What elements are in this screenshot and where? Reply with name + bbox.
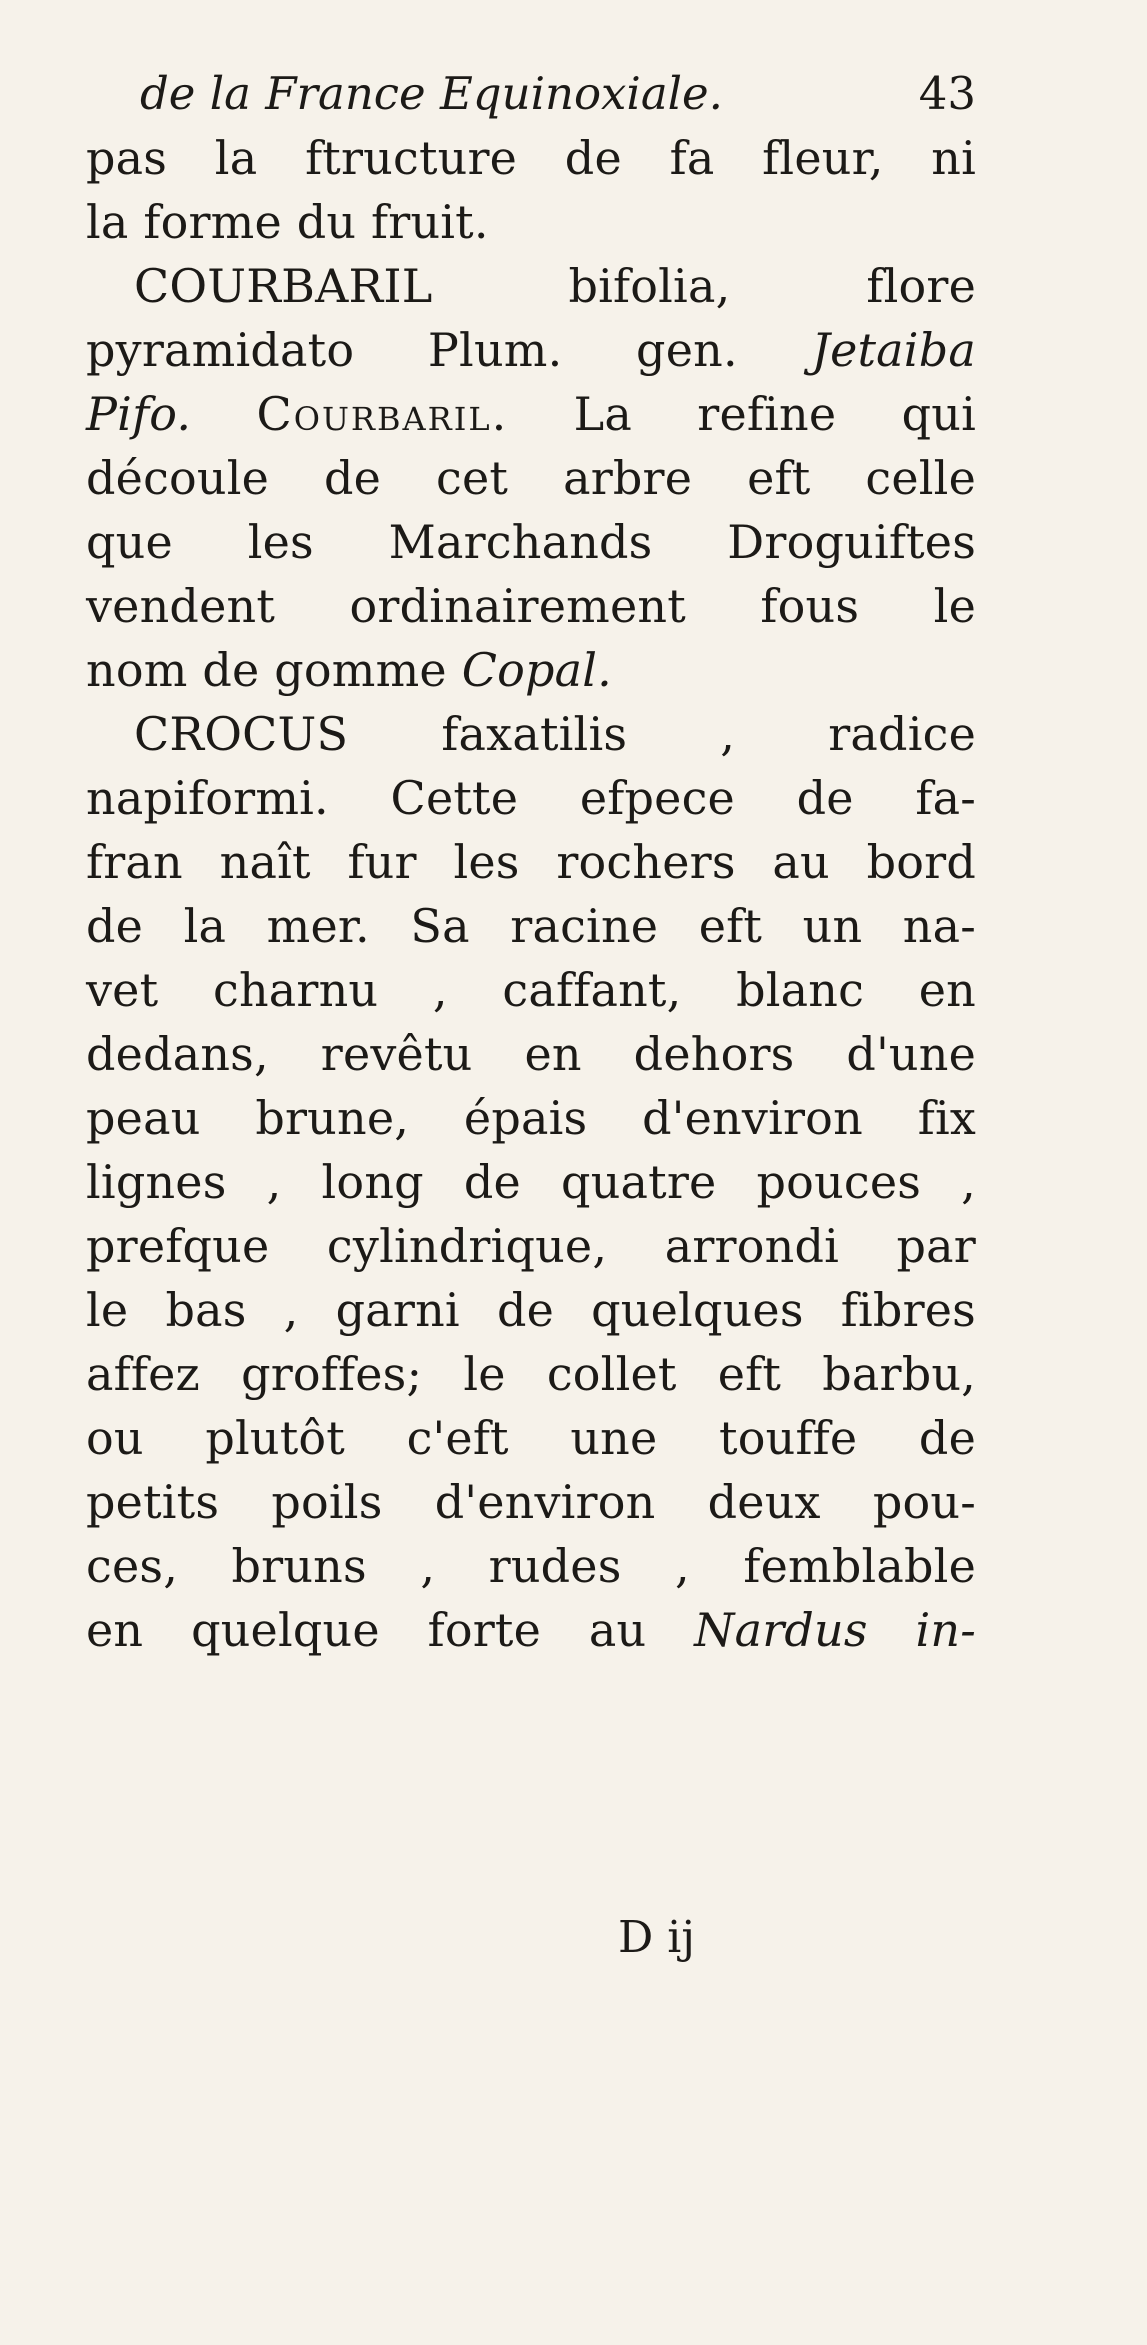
text-line bbox=[86, 1342, 976, 1406]
text-line bbox=[86, 1406, 976, 1470]
running-head-title: de la France Equinoxiale. bbox=[140, 67, 723, 120]
text-run: vendent ordinairement fous le bbox=[86, 579, 976, 633]
text-line bbox=[134, 254, 976, 318]
text-run: prefque cylindrique, arrondi par bbox=[86, 1219, 976, 1273]
text-run: ces, bruns , rudes , femblable bbox=[86, 1539, 976, 1593]
text-line bbox=[86, 1470, 976, 1534]
text-line bbox=[86, 894, 976, 958]
text-run: COURBARIL bifolia, flore bbox=[134, 259, 976, 313]
text-run: nom de gomme bbox=[86, 643, 462, 697]
text-line bbox=[86, 1086, 976, 1150]
text-line bbox=[86, 190, 976, 254]
text-run: CROCUS faxatilis , radice bbox=[134, 707, 976, 761]
text-run: la forme du fruit. bbox=[86, 195, 489, 249]
text-run: lignes , long de quatre pouces , bbox=[86, 1155, 976, 1209]
text-line bbox=[86, 382, 976, 446]
text-run: pyramidato Plum. gen. bbox=[86, 323, 812, 377]
text-line bbox=[86, 1214, 976, 1278]
text-run: Copal. bbox=[461, 643, 612, 697]
text-run: vet charnu , caffant, blanc en bbox=[86, 963, 976, 1017]
text-run: petits poils d'environ deux pou- bbox=[86, 1475, 976, 1529]
text-run: Jetaiba bbox=[811, 323, 976, 377]
text-line bbox=[86, 446, 976, 510]
page-number: 43 bbox=[918, 67, 976, 120]
text-line bbox=[86, 510, 976, 574]
text-line bbox=[86, 1278, 976, 1342]
text-run: Nardus in- bbox=[694, 1603, 976, 1657]
text-line bbox=[86, 318, 976, 382]
text-run: pas la ftructure de fa fleur, ni bbox=[86, 131, 976, 185]
text-line bbox=[86, 1150, 976, 1214]
signature-mark: D ij bbox=[618, 1912, 695, 1963]
text-run: fran naît fur les rochers au bord bbox=[86, 835, 976, 889]
text-line bbox=[86, 958, 976, 1022]
text-run: napiformi. Cette efpece de fa- bbox=[86, 771, 976, 825]
text-run: La refine qui bbox=[508, 387, 976, 441]
text-line bbox=[86, 638, 976, 702]
text-run: de la mer. Sa racine eft un na- bbox=[86, 899, 976, 953]
text-line bbox=[86, 1598, 976, 1662]
text-line bbox=[86, 1022, 976, 1086]
text-run: que les Marchands Droguiftes bbox=[86, 515, 976, 569]
text-line bbox=[86, 126, 976, 190]
text-run: affez groffes; le collet eft barbu, bbox=[86, 1347, 976, 1401]
text-run: dedans, revêtu en dehors d'une bbox=[86, 1027, 976, 1081]
running-head bbox=[140, 62, 976, 126]
text-run: découle de cet arbre eft celle bbox=[86, 451, 976, 505]
text-line bbox=[86, 1534, 976, 1598]
text-run: Pifo. bbox=[86, 387, 257, 441]
text-line bbox=[86, 766, 976, 830]
text-run: peau brune, épais d'environ fix bbox=[86, 1091, 976, 1145]
text-line bbox=[86, 830, 976, 894]
text-run: en quelque forte au bbox=[86, 1603, 695, 1657]
text-run: Courbaril. bbox=[256, 387, 509, 441]
text-line bbox=[134, 702, 976, 766]
text-run: le bas , garni de quelques fibres bbox=[86, 1283, 976, 1337]
text-line bbox=[86, 574, 976, 638]
text-run: ou plutôt c'eft une touffe de bbox=[86, 1411, 976, 1465]
